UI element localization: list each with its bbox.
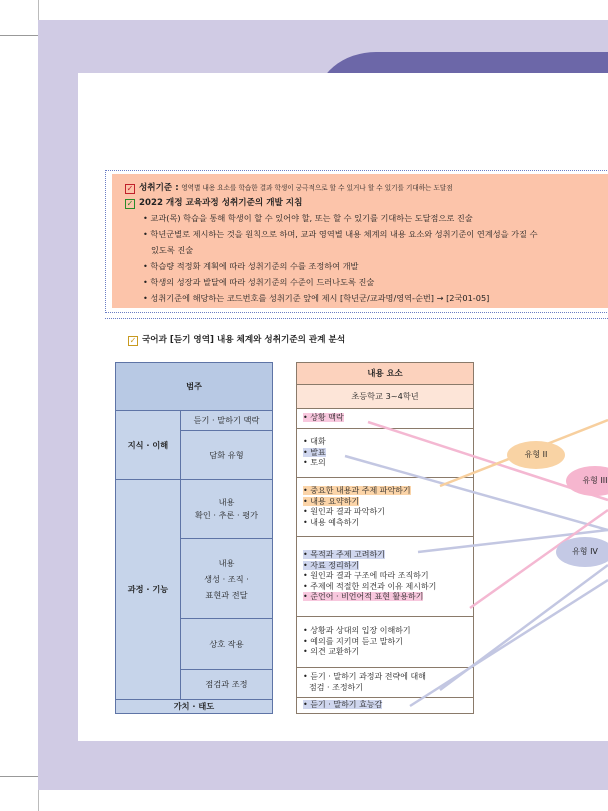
connector-line bbox=[410, 580, 608, 706]
definition-text: 영역별 내용 요소를 학습한 결과 학생이 궁극적으로 할 수 있거나 할 수 있기를 기대하는 도달점 bbox=[181, 184, 453, 192]
note-bullet: • 학생의 성장과 발달에 따라 성취기준의 수준이 드러나도록 진술 bbox=[143, 277, 375, 287]
category-header: 범주 bbox=[116, 363, 273, 411]
note-bullet: • 교과(목) 학습을 통해 학생이 할 수 있어야 할, 또는 할 수 있기를 기대하는 도달점으로 진술 bbox=[143, 213, 473, 223]
grade-header: 초등학교 3~4학년 bbox=[297, 385, 474, 409]
element-item: • 듣기 · 말하기 효능감 bbox=[303, 700, 383, 709]
group-attitude: 가치 · 태도 bbox=[116, 700, 273, 714]
checkbox-icon: ✓ bbox=[126, 199, 134, 208]
category-cell: 내용 생성 · 조직 · 표현과 전달 bbox=[181, 539, 273, 619]
element-item: • 목적과 주제 고려하기 bbox=[303, 550, 385, 560]
element-item: • 내용 예측하기 bbox=[303, 517, 360, 527]
element-item: • 발표 bbox=[303, 447, 326, 457]
element-item: 점검 · 조정하기 bbox=[309, 682, 363, 692]
element-item: • 상황 맥락 bbox=[303, 413, 344, 423]
type-iii-bubble: 유형 III bbox=[566, 466, 608, 496]
element-item: • 준언어 · 비언어적 표현 활용하기 bbox=[303, 592, 424, 602]
note-bullet: • 학년군별로 제시하는 것을 원칙으로 하며, 교과 영역별 내용 체계의 내용 요소와 성취기준이 연계성을 가질 수 bbox=[143, 229, 538, 239]
header-title: 2022 개정 교육과정 bbox=[490, 82, 598, 96]
group-knowledge: 지식 · 이해 bbox=[116, 411, 181, 480]
element-item: • 내용 요약하기 bbox=[303, 496, 360, 506]
category-cell: 듣기 · 말하기 맥락 bbox=[181, 411, 273, 431]
element-item: • 듣기 · 말하기 과정과 전략에 대해 bbox=[303, 672, 426, 681]
category-cell: 상호 작용 bbox=[181, 619, 273, 670]
connector-line bbox=[345, 456, 608, 530]
guidelines-title: 2022 개정 교육과정 성취기준의 개발 지침 bbox=[139, 198, 303, 208]
note-bullet: • 성취기준에 해당하는 코드번호를 성취기준 앞에 제시 [학년군/교과명/영역-순번] → [2국01-05] bbox=[143, 293, 490, 303]
element-item: • 주제에 적절한 의견과 이유 제시하기 bbox=[303, 581, 437, 591]
element-item: • 원인과 결과 파악하기 bbox=[303, 507, 385, 516]
element-item: • 자료 정리하기 bbox=[303, 560, 360, 570]
section-title-text: 국어과 [듣기 영역] 내용 체계와 성취기준의 관계 분석 bbox=[142, 335, 346, 345]
category-cell: 점검과 조정 bbox=[181, 670, 273, 700]
content-header: 내용 요소 bbox=[297, 363, 474, 385]
definition-label: 성취기준 : bbox=[139, 183, 179, 193]
element-item: • 예의를 지키며 듣고 말하기 bbox=[303, 636, 403, 646]
element-item: • 토의 bbox=[303, 458, 326, 468]
checkbox-icon: ✓ bbox=[126, 184, 134, 193]
checkbox-icon: ✓ bbox=[129, 336, 137, 345]
type-ii-bubble: 유형 II bbox=[507, 441, 565, 469]
note-bullet: • 학습량 적정화 계획에 따라 성취기준의 수를 조정하여 개발 bbox=[143, 261, 359, 271]
element-item: • 중요한 내용과 주제 파악하기 bbox=[303, 486, 411, 495]
element-item: • 원인과 결과 구조에 따라 조직하기 bbox=[303, 571, 429, 581]
type-iv-bubble: 유형 IV bbox=[556, 537, 608, 567]
category-cell: 담화 유형 bbox=[181, 431, 273, 480]
element-item: • 대화 bbox=[303, 437, 326, 447]
note-bullet-cont: 있도록 진술 bbox=[151, 245, 194, 255]
group-process: 과정 · 기능 bbox=[116, 480, 181, 700]
category-cell: 내용 확인 · 추론 · 평가 bbox=[181, 480, 273, 539]
element-item: • 의견 교환하기 bbox=[303, 647, 360, 657]
element-item: • 상황과 상대의 입장 이해하기 bbox=[303, 626, 411, 636]
